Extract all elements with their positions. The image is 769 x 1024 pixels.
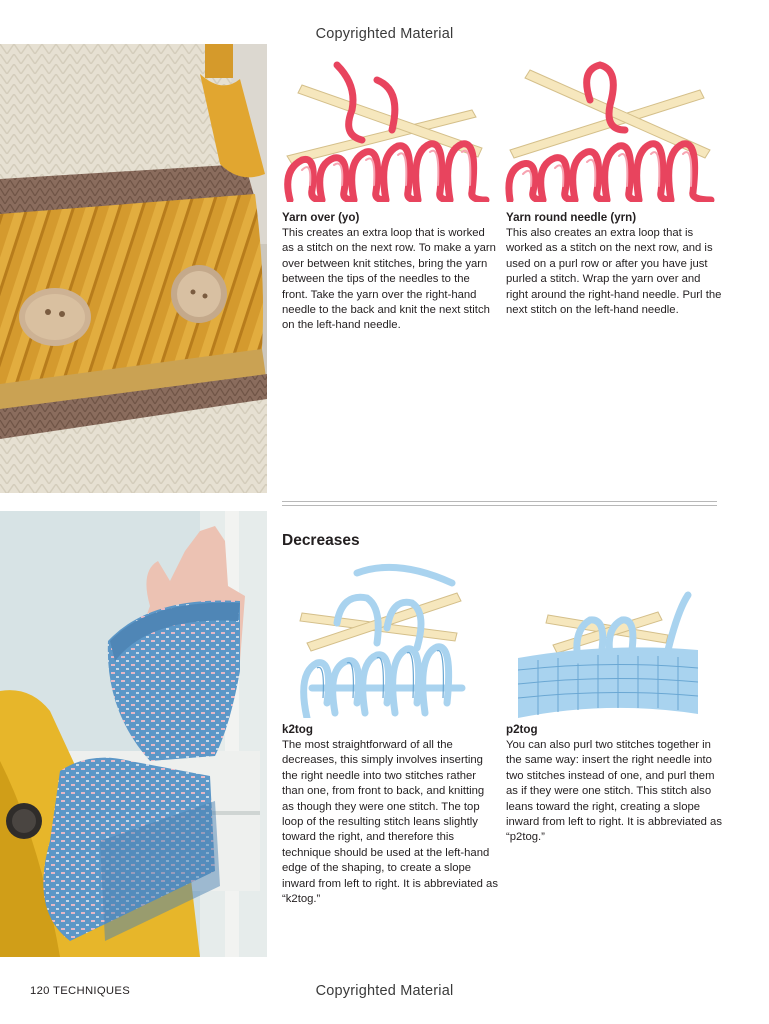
yarn-round-needle-body: This also creates an extra loop that is worked as a stitch on the next row, and is used on a purl row or after you have just purled a stitch. Wrap the yarn over and right around the right-hand needle. Purl the next stitch on the left-hand needle. — [506, 227, 722, 317]
yarn-over-title: Yarn over (yo) — [282, 211, 360, 224]
section-rule-top — [282, 501, 717, 502]
k2tog-body: The most straightforward of all the decreases, this simply involves inserting the right needle into two stitches rather than one, from front to back, and knitting as though they were one stitch. The top loop of the resulting stitch leans slightly toward the right, and therefore this technique should be used at the left-hand edge of the shaping, to create a slope inward from left to right. It is abbreviated as “k2tog.” — [282, 739, 498, 906]
yarn-over-body: This creates an extra loop that is worked as a stitch on the next row. To make a yarn over between knit stitches, bring the yarn between the tips of the needles to the front. Take the yarn over the right-hand needle to the back and knit the next stitch on the left-hand needle. — [282, 227, 496, 332]
page-number: 120 — [30, 985, 50, 997]
watermark-top: Copyrighted Material — [315, 26, 454, 42]
p2tog-body: You can also purl two stitches together in the same way: insert the right needle into two stitches instead of one, and purl them as if they were one stitch. This stitch also leans toward the right, creating a slope inward from left to right. It is abbreviated as “p2tog.” — [506, 739, 722, 844]
yarn-round-needle-block — [506, 210, 724, 318]
section-name: TECHNIQUES — [53, 985, 131, 997]
decreases-heading: Decreases — [282, 532, 360, 549]
yarn-round-needle-title: Yarn round needle (yrn) — [506, 211, 637, 224]
k2tog-diagram — [297, 563, 467, 718]
yarn-round-needle-diagram — [505, 60, 715, 202]
k2tog-title: k2tog — [282, 723, 313, 736]
p2tog-title: p2tog — [506, 723, 538, 736]
photo-mitts — [0, 511, 267, 957]
k2tog-block — [282, 722, 498, 907]
p2tog-block — [506, 722, 724, 846]
yarn-over-block — [282, 210, 496, 334]
watermark-bottom: Copyrighted Material — [315, 983, 454, 999]
yarn-over-diagram — [282, 60, 490, 202]
photo-cushion — [0, 44, 267, 493]
p2tog-diagram — [518, 590, 698, 718]
section-rule-bottom — [282, 505, 717, 506]
